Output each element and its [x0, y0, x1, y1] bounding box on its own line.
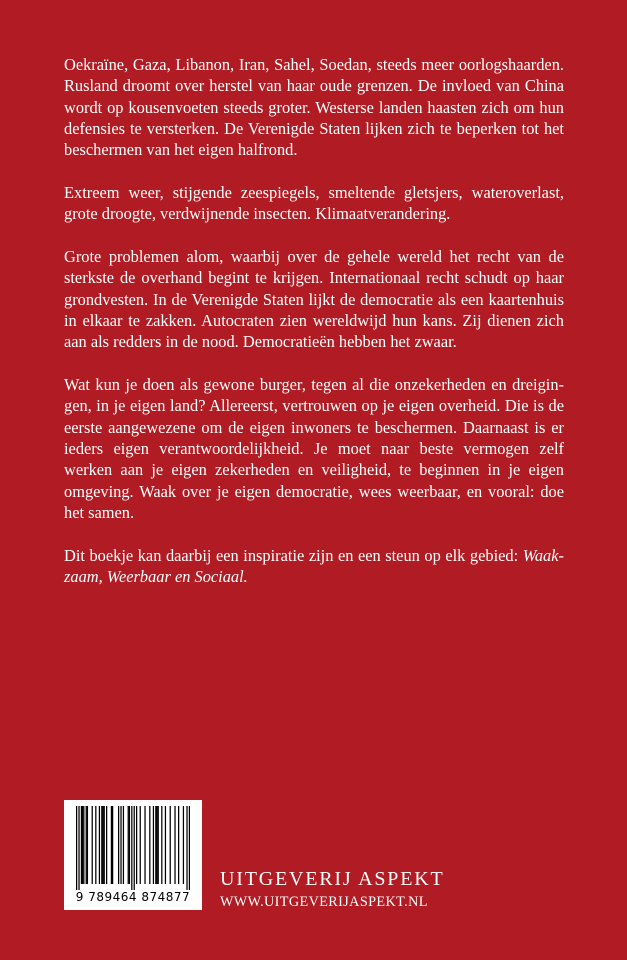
- barcode-bar: [76, 806, 77, 890]
- barcode-bar: [174, 806, 175, 884]
- barcode-bar: [78, 806, 79, 890]
- publisher-name: UITGEVERIJ ASPEKT: [220, 868, 445, 890]
- barcode-bar: [118, 806, 119, 884]
- barcode-bar: [140, 806, 141, 884]
- barcode-bar: [156, 806, 157, 884]
- barcode-bar: [111, 806, 112, 884]
- barcode-bar: [95, 806, 96, 884]
- barcode-bar: [104, 806, 105, 884]
- barcode-bar: [83, 806, 84, 884]
- barcode-bar: [123, 806, 124, 884]
- isbn-number: 9 789464 874877: [75, 890, 191, 904]
- barcode-bar: [81, 806, 82, 884]
- barcode-bar: [189, 806, 190, 890]
- blurb-paragraph-5-italic: Waakzaam, Weerbaar en Sociaal.: [64, 545, 564, 586]
- barcode-bar: [102, 806, 103, 884]
- barcode-bar: [178, 806, 179, 884]
- blurb-paragraph-5: [64, 545, 564, 588]
- barcode-bar: [165, 806, 166, 884]
- barcode-bars: [76, 806, 190, 892]
- barcode-bar: [99, 806, 100, 884]
- barcode-bar: [106, 806, 107, 884]
- blurb-paragraph-3: Grote problemen alom, waarbij over de gehele wereld het recht van de sterkste de overhand begint te krijgen. Internationaal recht schudt op haar grondvesten. In de Verenigde Staten lijkt de democratie als een kaartenhuis in elkaar te zakken. Autocraten zien wereldwijd hun kans. Zij dienen zich aan als redders in de nood. Democratieën hebben het zwaar.: [64, 247, 564, 352]
- barcode-bar: [149, 806, 150, 884]
- barcode-bar: [87, 806, 88, 884]
- isbn-barcode: [64, 800, 202, 910]
- barcode-bar: [82, 806, 83, 884]
- barcode-bar: [158, 806, 159, 884]
- barcode-bar: [155, 806, 156, 884]
- publisher-url: WWW.UITGEVERIJASPEKT.NL: [220, 894, 428, 910]
- barcode-bar: [112, 806, 113, 884]
- blurb-paragraph-5-text: Dit boekje kan daarbij een inspiratie zijn en een steun op elk gebied:: [64, 545, 523, 565]
- barcode-bar: [131, 806, 132, 890]
- blurb-paragraph-1: Oekraïne, Gaza, Libanon, Iran, Sahel, Soedan, steeds meer oorlogshaarden. Rusland droomt over herstel van haar oude grenzen. De invloed van China wordt op kousenvoeten steeds groter. Westerse landen haasten zich om hun defensies te versterken. De Verenigde Staten lijken zich te beperken tot het beschermen van het eigen halfrond.: [64, 55, 564, 160]
- barcode-bar: [161, 806, 162, 884]
- barcode-bar: [170, 806, 171, 884]
- barcode-bar: [86, 806, 87, 884]
- barcode-bar: [186, 806, 187, 890]
- barcode-bar: [101, 806, 102, 884]
- barcode-bar: [183, 806, 184, 884]
- barcode-bar: [129, 806, 130, 884]
- barcode-bar: [128, 806, 129, 884]
- barcode-bar: [144, 806, 145, 884]
- blurb-paragraph-2: Extreem weer, stijgende zeespiegels, smeltende gletsjers, wateroverlast, grote droogte, verdwijnende insecten. Klimaatverandering.: [64, 182, 564, 224]
- barcode-bar: [92, 806, 93, 884]
- back-cover-blurb: [64, 54, 564, 609]
- blurb-paragraph-4: Wat kun je doen als gewone burger, tegen al die onzekerheden en dreigingen, in je eigen land? Allereerst, vertrouwen op je eigen overheid. Die is de eerste aangewezene om de eigen inwoners te beschermen. Daarnaast is er ieders eigen verantwoordelijkheid. Je moet naar beste vermogen zelf werken aan je eigen zekerheden en veiligheid, te beginnen in je eigen omgeving. Waak over je eigen democratie, wees weerbaar, en vooral: doe het samen.: [64, 375, 564, 522]
- barcode-bar: [134, 806, 135, 890]
- barcode-bar: [120, 806, 121, 884]
- barcode-bar: [136, 806, 137, 884]
- barcode-bar: [153, 806, 154, 884]
